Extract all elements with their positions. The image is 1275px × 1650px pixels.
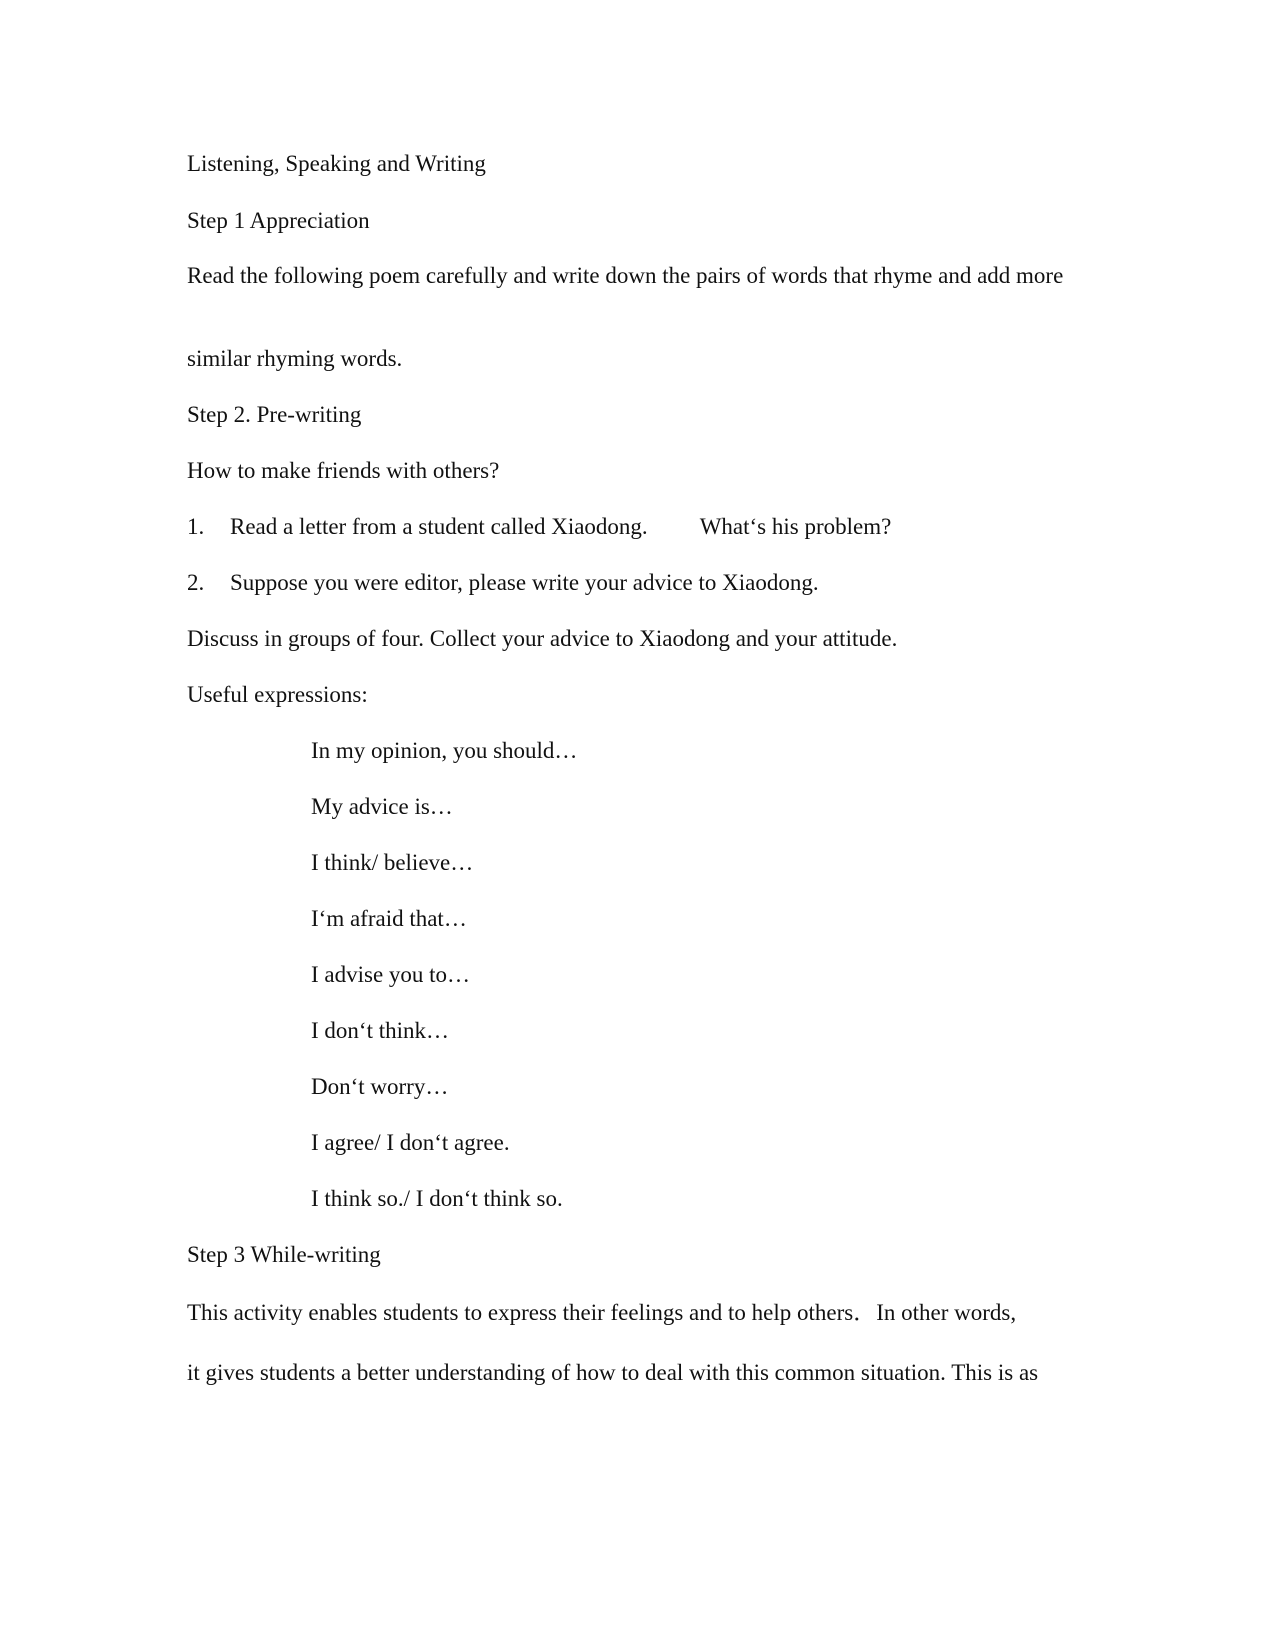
document-title: Listening, Speaking and Writing [187, 151, 486, 176]
expression-item: In my opinion, you should… [311, 738, 578, 763]
step2-heading: Step 2. Pre-writing [187, 402, 362, 427]
step2-question: How to make friends with others? [187, 458, 500, 483]
useful-expressions-label: Useful expressions: [187, 682, 368, 707]
list-item-number: 1. [187, 514, 205, 539]
expression-item: My advice is… [311, 794, 453, 819]
list-item-text: Read a letter from a student called Xiaodong. [230, 514, 648, 539]
step3-paragraph: This activity enables students to express their feelings and to help others．In other words, [187, 1300, 1017, 1325]
expression-item: Don‘t worry… [311, 1074, 449, 1099]
expression-item: I think/ believe… [311, 850, 474, 875]
expression-item: I advise you to… [311, 962, 471, 987]
list-item-text: Suppose you were editor, please write your advice to Xiaodong. [230, 570, 819, 595]
step1-instruction: Read the following poem carefully and write down the pairs of words that rhyme and add more [187, 263, 1064, 288]
list-item-followup: What‘s his problem? [699, 514, 892, 539]
list-item [187, 512, 891, 541]
list-item-number: 2. [187, 570, 205, 595]
step1-instruction-continued: similar rhyming words. [187, 346, 403, 371]
discussion-instruction: Discuss in groups of four. Collect your advice to Xiaodong and your attitude. [187, 626, 898, 651]
expression-item: I think so./ I don‘t think so. [311, 1186, 563, 1211]
list-item [187, 568, 819, 597]
expression-item: I don‘t think… [311, 1018, 449, 1043]
expression-item: I‘m afraid that… [311, 906, 467, 931]
step3-heading: Step 3 While-writing [187, 1242, 381, 1267]
expression-item: I agree/ I don‘t agree. [311, 1130, 510, 1155]
step1-heading: Step 1 Appreciation [187, 208, 370, 233]
step3-paragraph-continued: it gives students a better understanding of how to deal with this common situation. This is as [187, 1360, 1039, 1385]
